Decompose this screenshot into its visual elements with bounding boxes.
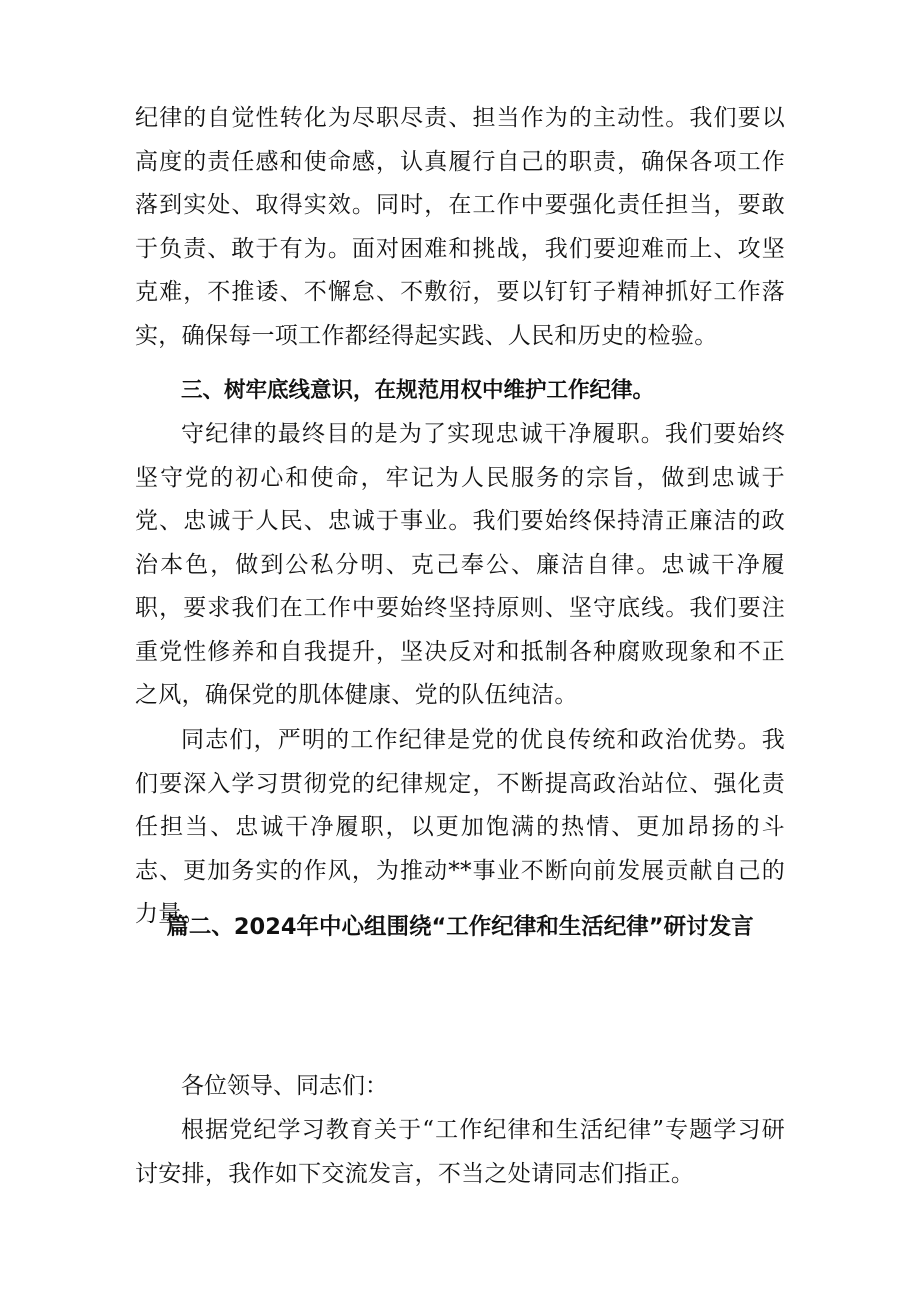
- closing-paragraph: 同志们，严明的工作纪律是党的优良传统和政治优势。我们要深入学习贯彻党的纪律规定，不断提高政治站位、强化责任担当、忠诚干净履职，以更加饱满的热情、更加昂扬的斗志、更加务实的作风，为推动**事业不断向前发展贡献自己的力量。: [135, 727, 785, 927]
- part-two-title: 篇二、2024年中心组围绕“工作纪律和生活纪律”研讨发言: [166, 914, 754, 940]
- section-three-paragraph: 守纪律的最终目的是为了实现忠诚干净履职。我们要始终坚守党的初心和使命，牢记为人民服务的宗旨，做到忠诚于党、忠诚于人民、忠诚于事业。我们要始终保持清正廉洁的政治本色，做到公私分明、克己奉公、廉洁自律。忠诚干净履职，要求我们在工作中要始终坚持原则、坚守底线。我们要注重党性修养和自我提升，坚决反对和抵制各种腐败现象和不正之风，确保党的肌体健康、党的队伍纯洁。: [135, 421, 785, 708]
- continuation-paragraph: 纪律的自觉性转化为尽职尽责、担当作为的主动性。我们要以高度的责任感和使命感，认真履行自己的职责，确保各项工作落到实处、取得实效。同时，在工作中要强化责任担当，要敢于负责、敢于有为。面对困难和挑战，我们要迎难而上、攻坚克难，不推诿、不懈怠、不敷衍，要以钉钉子精神抓好工作落实，确保每一项工作都经得起实践、人民和历史的检验。: [135, 105, 785, 349]
- salutation: 各位领导、同志们：: [181, 1073, 388, 1099]
- section-three-heading: 三、树牢底线意识，在规范用权中维护工作纪律。: [181, 378, 655, 403]
- opening-paragraph: 根据党纪学习教育关于“工作纪律和生活纪律”专题学习研讨安排，我作如下交流发言，不当之处请同志们指正。: [135, 1117, 785, 1187]
